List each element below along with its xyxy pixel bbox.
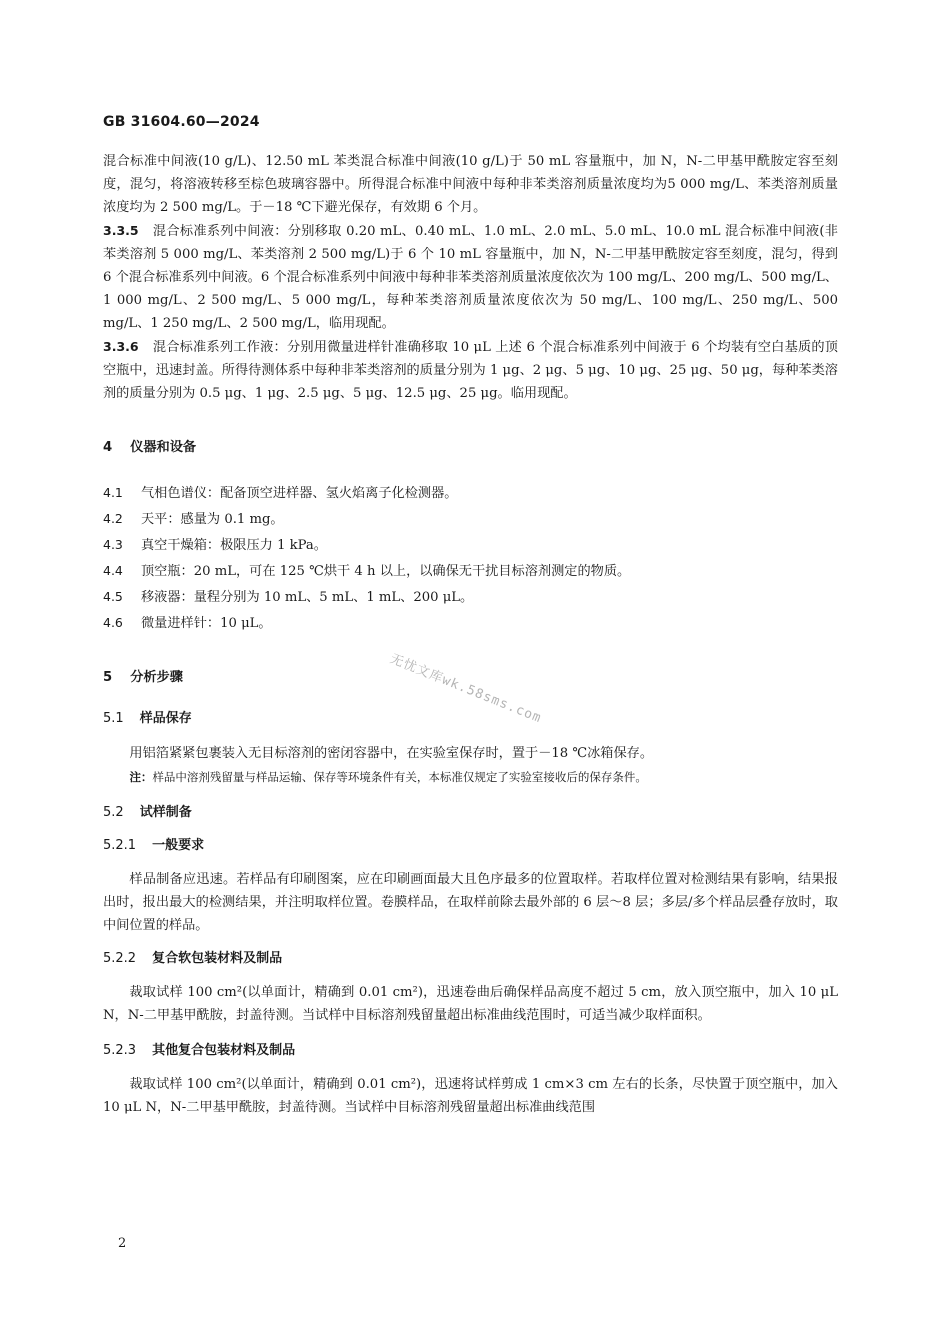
clause-5-2-2-text: 裁取试样 100 cm²(以单面计，精确到 0.01 cm²)，迅速卷曲后确保样品高度不超过 5 cm，放入顶空瓶中，加入 10 μL N，N-二甲基甲酰胺，封盖待测。当试样中目标溶剂残留量超出标准曲线范围时，可适当减少取样面积。	[103, 985, 838, 1023]
page-number: 2	[118, 1236, 127, 1251]
clause-5-1-text: 用铝箔紧紧包裹装入无目标溶剂的密闭容器中，在实验室保存时，置于－18 ℃冰箱保存。	[129, 746, 654, 761]
clause-number: 3.3.5	[103, 223, 139, 238]
list-item	[103, 480, 838, 506]
item-number: 4.2	[103, 511, 123, 526]
item-text: 真空干燥箱：极限压力 1 kPa。	[141, 538, 327, 553]
clause-text: 混合标准系列工作液：分别用微量进样针准确移取 10 μL 上述 6 个混合标准系列中间液于 6 个均装有空白基质的顶空瓶中，迅速封盖。所得待测体系中每种非苯类溶剂的质量分别为 1 μg、2 μg、5 μg、10 μg、25 μg、50 μg，每种苯类溶剂的质量分别为 0.5 μg、1 μg、2.5 μg、5 μg、12.5 μg、25 μg。临用现配。	[103, 340, 838, 401]
note-text: 样品中溶剂残留量与样品运输、保存等环境条件有关，本标准仅规定了实验室接收后的保存条件。	[152, 770, 647, 784]
clause-5-2-2-heading	[103, 947, 838, 970]
clause-number: 3.3.6	[103, 339, 139, 354]
clause-number: 5.2.1	[103, 838, 137, 853]
section-number: 4	[103, 440, 113, 455]
watermark-text: 无忧文库wk.58sms.com	[387, 651, 544, 727]
section-4-heading	[103, 436, 838, 459]
continuation-paragraph: 混合标准中间液(10 g/L)、12.50 mL 苯类混合标准中间液(10 g/L)于 50 mL 容量瓶中，加 N，N-二甲基甲酰胺定容至刻度，混匀，将溶液转移至棕色玻璃容器中。所得混合标准中间液中每种非苯类溶剂质量浓度均为5 000 mg/L、苯类溶剂质量浓度均为 2 500 mg/L。于－18 ℃下避光保存，有效期 6 个月。	[103, 154, 838, 215]
clause-number: 5.1	[103, 711, 124, 726]
clause-5-2-3-text: 裁取试样 100 cm²(以单面计，精确到 0.01 cm²)，迅速将试样剪成 1 cm×3 cm 左右的长条，尽快置于顶空瓶中，加入 10 μL N，N-二甲基甲酰胺，封盖待测。当试样中目标溶剂残留量超出标准曲线范围	[103, 1077, 838, 1115]
list-item	[103, 610, 838, 636]
clause-3-3-6	[103, 335, 838, 405]
clause-5-1-note	[103, 767, 838, 787]
clause-number: 5.2.2	[103, 951, 137, 966]
list-item	[103, 506, 838, 532]
clause-title: 试样制备	[139, 805, 192, 820]
clause-title: 一般要求	[152, 838, 205, 853]
clause-5-2-3-heading	[103, 1039, 838, 1062]
item-number: 4.5	[103, 589, 123, 604]
clause-3-3-5	[103, 219, 838, 335]
clause-text: 混合标准系列中间液：分别移取 0.20 mL、0.40 mL、1.0 mL、2.0 mL、5.0 mL、10.0 mL 混合标准中间液(非苯类溶剂 5 000 mg/L、苯类溶剂 2 500 mg/L)于 6 个 10 mL 容量瓶中，加 N，N-二甲基甲酰胺定容至刻度，混匀，得到 6 个混合标准系列中间液。6 个混合标准系列中间液中每种非苯类溶剂质量浓度依次为 100 mg/L、200 mg/L、500 mg/L、1 000 mg/L、2 500 mg/L、5 000 mg/L，每种苯类溶剂质量浓度依次为 50 mg/L、100 mg/L、250 mg/L、500 mg/L、1 250 mg/L、2 500 mg/L，临用现配。	[103, 224, 838, 331]
item-number: 4.3	[103, 537, 123, 552]
item-text: 顶空瓶：20 mL，可在 125 ℃烘干 4 h 以上，以确保无干扰目标溶剂测定的物质。	[141, 564, 631, 579]
list-item	[103, 558, 838, 584]
clause-title: 其他复合包装材料及制品	[152, 1043, 296, 1058]
clause-5-2-1-text: 样品制备应迅速。若样品有印刷图案，应在印刷画面最大且色序最多的位置取样。若取样位置对检测结果有影响，结果报出时，报出最大的检测结果，并注明取样位置。卷膜样品，在取样前除去最外部的 6 层～8 层；多层/多个样品层叠存放时，取中间位置的样品。	[103, 872, 838, 933]
item-text: 微量进样针：10 μL。	[141, 616, 272, 631]
list-item	[103, 584, 838, 610]
equipment-list	[103, 480, 838, 636]
clause-5-2-1-heading	[103, 834, 838, 857]
item-text: 移液器：量程分别为 10 mL、5 mL、1 mL、200 μL。	[141, 590, 474, 605]
item-text: 气相色谱仪：配备顶空进样器、氢火焰离子化检测器。	[141, 486, 458, 501]
section-number: 5	[103, 670, 113, 685]
item-number: 4.6	[103, 615, 123, 630]
clause-title: 复合软包装材料及制品	[152, 951, 283, 966]
section-title: 仪器和设备	[130, 440, 197, 455]
note-label: 注：	[129, 770, 153, 784]
item-number: 4.4	[103, 563, 123, 578]
clause-number: 5.2.3	[103, 1043, 137, 1058]
clause-number: 5.2	[103, 805, 124, 820]
list-item	[103, 532, 838, 558]
standard-code: GB 31604.60—2024	[103, 114, 260, 130]
clause-title: 样品保存	[139, 711, 192, 726]
clause-5-1-heading	[103, 707, 838, 730]
item-text: 天平：感量为 0.1 mg。	[141, 512, 284, 527]
clause-5-2-heading	[103, 801, 838, 824]
section-title: 分析步骤	[130, 670, 183, 685]
item-number: 4.1	[103, 485, 123, 500]
document-body	[103, 150, 838, 1119]
